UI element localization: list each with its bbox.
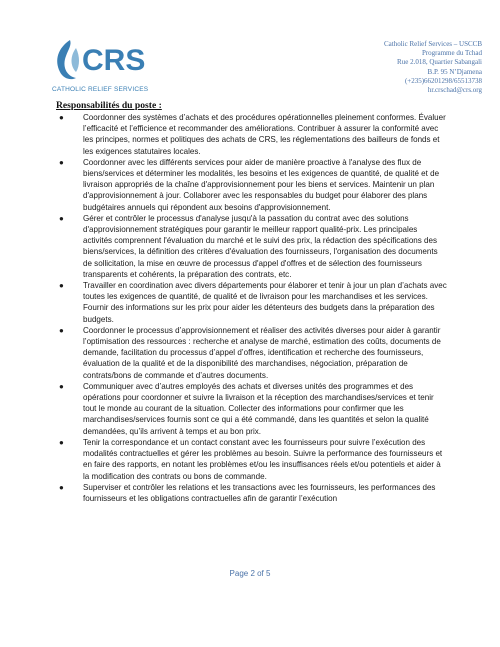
address-line: Programme du Tchad xyxy=(421,49,482,58)
bullet-icon: ● xyxy=(59,325,64,335)
crs-flame-icon xyxy=(52,38,86,84)
logo-wordmark: CRS xyxy=(82,44,146,77)
duty-item xyxy=(56,112,448,157)
duty-item xyxy=(56,381,448,437)
duty-item xyxy=(56,213,448,280)
duty-text: Coordonner des systèmes d’achats et des procédures opérationnelles pleinement conformes. Évaluer l’efficacité et l’efficience et recommander des améliorations. Contribuer à assurer la conformité avec les principes, normes et politiques des achats de CRS, les réglementations des bailleurs de fonds et les exigences statutaires locales. xyxy=(83,113,446,156)
address-line: Rue 2.018, Quartier Sabangali xyxy=(397,58,482,67)
section-title: Responsabilités du poste : xyxy=(56,100,162,111)
duties-list xyxy=(56,112,448,504)
bullet-icon: ● xyxy=(59,281,64,291)
address-email: hr.crschad@crs.org xyxy=(427,86,482,95)
bullet-icon: ● xyxy=(59,482,64,492)
duty-item xyxy=(56,280,448,325)
address-block xyxy=(384,40,482,95)
duty-text: Coordonner le processus d’approvisionnement et réaliser des activités diverses pour aider à garantir l’optimisation des ressources : recherche et analyse de marché, estimation des coûts, documents de demande, facilitation du processus d’appel d’offres, identification et recherche des fournisseurs, évaluation de la qualité et de la disponibilité des marchandises, négociation, préparation de contrats/bons de commande et d’autres documents. xyxy=(83,325,441,380)
bullet-icon: ● xyxy=(59,113,64,122)
address-line: B.P. 95 N’Djamena xyxy=(427,67,482,76)
duty-item xyxy=(56,437,448,482)
duty-text: Coordonner avec les différents services pour aider de manière proactive à l'analyse des flux de biens/services et déterminer les modalités, les besoins et les exigences de quantité, de qualité et de livraison appropriés de la chaîne d'approvisionnement pour les biens et services. Maintenir un plan d'approvisionnement à jour. Collaborer avec les responsables du budget pour élaborer des plans budgétaires annuels qui répondent aux besoins d'approvisionnement. xyxy=(83,157,440,212)
bullet-icon: ● xyxy=(59,437,64,447)
crs-logo xyxy=(52,38,162,98)
duty-text: Superviser et contrôler les relations et les transactions avec les fournisseurs, les performances des fournisseurs et les obligations contractuelles afin de garantir l’exécution xyxy=(83,482,436,503)
bullet-icon: ● xyxy=(59,381,64,391)
bullet-icon: ● xyxy=(59,157,64,167)
page-number: Page 2 of 5 xyxy=(229,569,271,578)
duty-item xyxy=(56,157,448,213)
duty-text: Travailler en coordination avec divers départements pour élaborer et tenir à jour un plan d’achats avec toutes les exigences de quantité, de qualité et de livraison pour les marchandises et les services. Fournir des informations sur les prix pour aider les détenteurs des budgets dans la préparation des budgets. xyxy=(83,281,447,324)
duty-item xyxy=(56,325,448,381)
duty-text: Communiquer avec d’autres employés des achats et diverses unités des programmes et des opérations pour coordonner et suivre la livraison et la réception des marchandises/services et tenir tout le monde au courant de la situation. Collecter des informations pour confirmer que les marchandises/services fournis sont ce qui a été commandé, dans les quantités et selon la qualité demandées, qu’ils arrivent à temps et au bon prix. xyxy=(83,381,434,436)
address-line: Catholic Relief Services – USCCB xyxy=(384,40,482,48)
bullet-icon: ● xyxy=(59,213,64,223)
duty-text: Tenir la correspondance et un contact constant avec les fournisseurs pour suivre l’exécution des modalités contractuelles et gérer les problèmes au besoin. Suivre la performance des fournisseurs et en faire des rapports, en notant les problèmes et/ou les insuffisances réels et/ou potentiels et aider à la modification des contrats ou bons de commande. xyxy=(83,437,443,481)
duty-item xyxy=(56,482,448,504)
address-line: (+235)66201298/65513738 xyxy=(404,76,482,85)
duty-text: Gérer et contrôler le processus d'analyse jusqu'à la passation du contrat avec des solutions d'approvisionnement stratégiques pour garantir le meilleur rapport qualité-prix. Les principales activités comprennent l'évaluation du marché et le suivi des prix, la rédaction des spécifications des biens/services, la définition des critères d'évaluation des fournisseurs, l'organisation des documents de sollicitation, la mise en œuvre de processus d'appel d'offres et de sélection des fournisseurs transparents et cohérents, la préparation des contrats, etc. xyxy=(83,213,438,279)
logo-subtitle: CATHOLIC RELIEF SERVICES xyxy=(52,86,149,93)
